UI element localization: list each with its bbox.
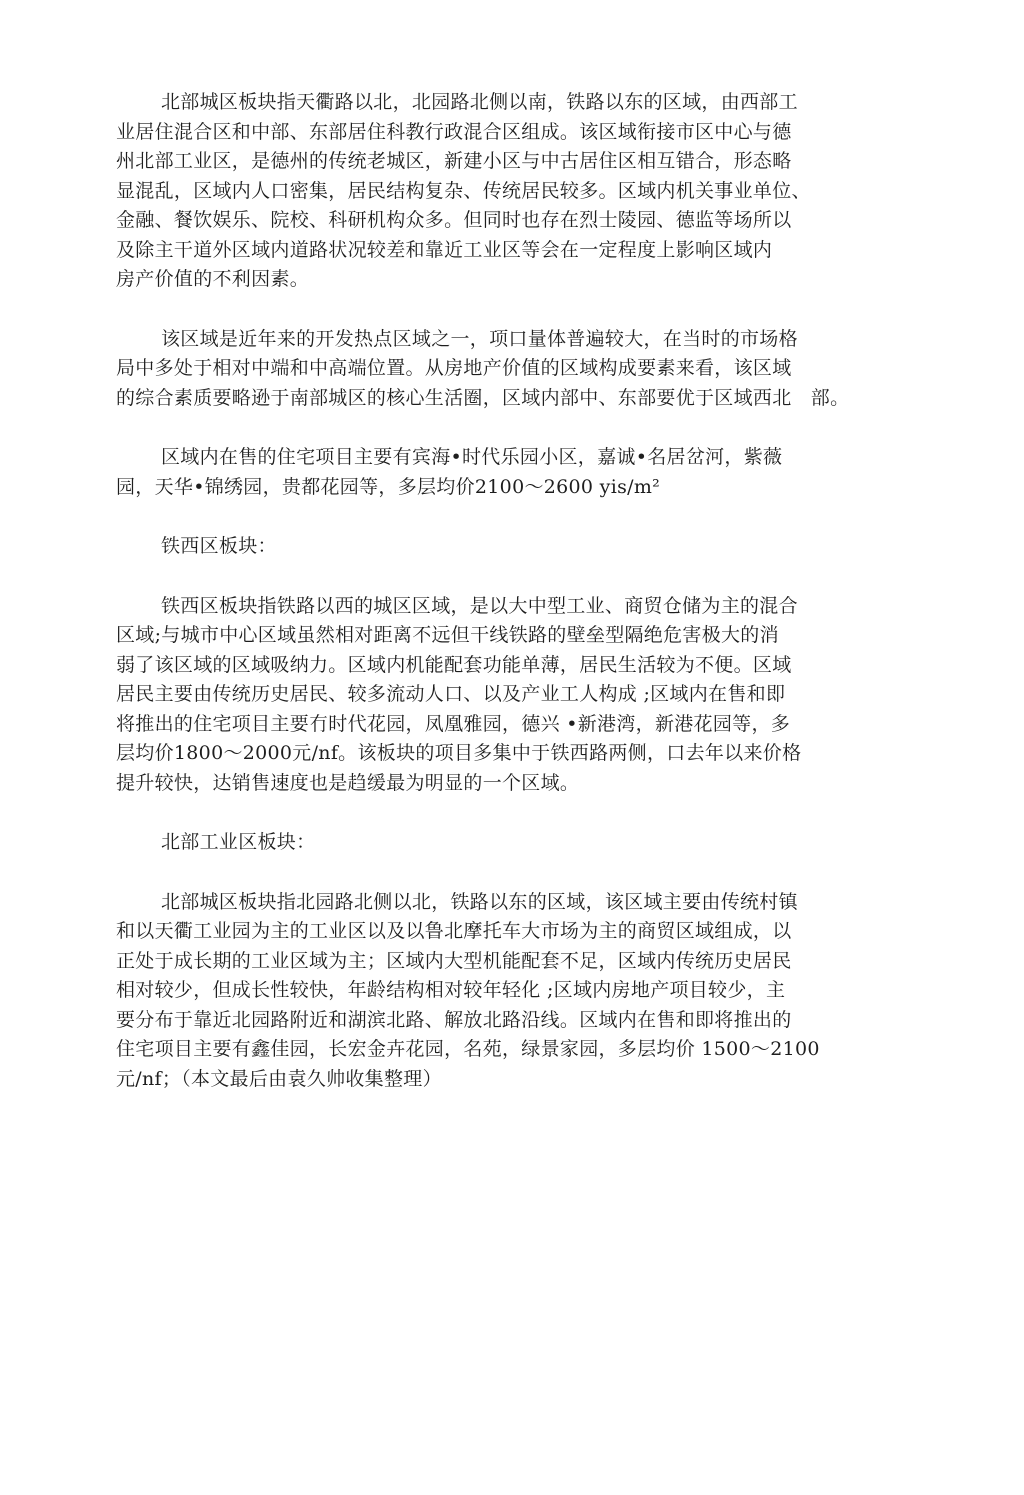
paragraph-north-city-development <box>116 325 906 414</box>
text-line: 要分布于靠近北园路附近和湖滨北路、解放北路沿线。区域内在售和即将推出的 <box>116 1008 792 1031</box>
text-line: 北部城区板块指天衢路以北，北园路北侧以南，铁路以东的区域，由西部工 <box>161 91 798 113</box>
paragraph-north-city-intro <box>116 88 906 295</box>
text-line: 的综合素质要略逊于南部城区的核心生活圈，区域内部中、东部要优于区域西北 部。 <box>116 386 850 409</box>
section-heading-north-industrial <box>116 828 906 858</box>
text-line: 金融、餐饮娱乐、院校、科研机构众多。但同时也存在烈士陵园、德监等场所以 <box>116 209 792 231</box>
text-line: 区域内在售的住宅项目主要有宾海•时代乐园小区，嘉诚•名居岔河，紫薇 <box>161 446 783 468</box>
text-line: 弱了该区域的区域吸纳力。区域内机能配套功能单薄，居民生活较为不便。区域 <box>116 653 792 676</box>
text-line: 和以天衢工业园为主的工业区以及以鲁北摩托车大市场为主的商贸区域组成，以 <box>116 920 792 942</box>
text-line: 铁西区板块指铁路以西的城区区域，是以大中型工业、商贸仓储为主的混合 <box>161 594 798 617</box>
text-line: 区域;与城市中心区域虽然相对距离不远但干线铁路的壁垒型隔绝危害极大的消 <box>116 624 779 646</box>
text-line: 及除主干道外区域内道路状况较差和靠近工业区等会在一定程度上影响区域内 <box>116 238 773 261</box>
text-line: 显混乱，区域内人口密集，居民结构复杂、传统居民较多。区域内机关事业单位、 <box>116 179 811 202</box>
paragraph-spacer <box>116 562 906 592</box>
paragraph-spacer <box>116 295 906 325</box>
paragraph-north-industrial-description <box>116 888 906 1095</box>
text-line: 局中多处于相对中端和中高端位置。从房地产价值的区域构成要素来看，该区域 <box>116 357 792 379</box>
text-line: 住宅项目主要有鑫佳园，长宏金卉花园，名苑，绿景家园，多层均价 1500〜2100 <box>116 1038 820 1060</box>
text-line: 北部城区板块指北园路北侧以北，铁路以东的区域，该区域主要由传统村镇 <box>161 890 798 913</box>
text-line: 层均价1800〜2000元/nf。该板块的项目多集中于铁西路两侧，口去年以来价格 <box>116 742 802 764</box>
document-body <box>116 88 906 1094</box>
paragraph-spacer <box>116 413 906 443</box>
text-line: 业居住混合区和中部、东部居住科教行政混合区组成。该区域衔接市区中心与德 <box>116 120 792 143</box>
text-line: 相对较少，但成长性较快，年龄结构相对较年轻化 ;区域内房地产项目较少，主 <box>116 979 786 1001</box>
text-line: 将推出的住宅项目主要冇时代花园，凤凰雅园，德兴 •新港湾，新港花园等，多 <box>116 712 791 735</box>
text-line: 提升较快，达销售速度也是趋缓最为明显的一个区域。 <box>116 771 580 794</box>
section-heading-tiexi <box>116 532 906 562</box>
section-heading: 铁西区板块： <box>161 535 277 557</box>
text-line: 元/nf；（本文最后由袁久帅收集整理） <box>116 1067 442 1090</box>
paragraph-spacer <box>116 858 906 888</box>
text-line: 正处于成长期的工业区域为主；区域内大型机能配套不足，区域内传统历史居民 <box>116 949 792 972</box>
paragraph-spacer <box>116 502 906 532</box>
paragraph-tiexi-description <box>116 592 906 799</box>
text-line: 州北部工业区，是德州的传统老城区，新建小区与中古居住区相互错合，形态略 <box>116 150 792 172</box>
section-heading: 北部工业区板块： <box>161 831 316 853</box>
text-line: 园，天华•锦绣园，贵都花园等，多层均价2100〜2600 yis/m² <box>116 475 661 498</box>
paragraph-spacer <box>116 798 906 828</box>
text-line: 居民主要由传统历史居民、较多流动人口、以及产业工人构成 ;区域内在售和即 <box>116 683 786 705</box>
text-line: 房产价值的不利因素。 <box>116 268 310 290</box>
paragraph-north-city-projects <box>116 443 906 502</box>
text-line: 该区域是近年来的开发热点区域之一，项口量体普遍较大，在当时的市场格 <box>161 327 798 350</box>
